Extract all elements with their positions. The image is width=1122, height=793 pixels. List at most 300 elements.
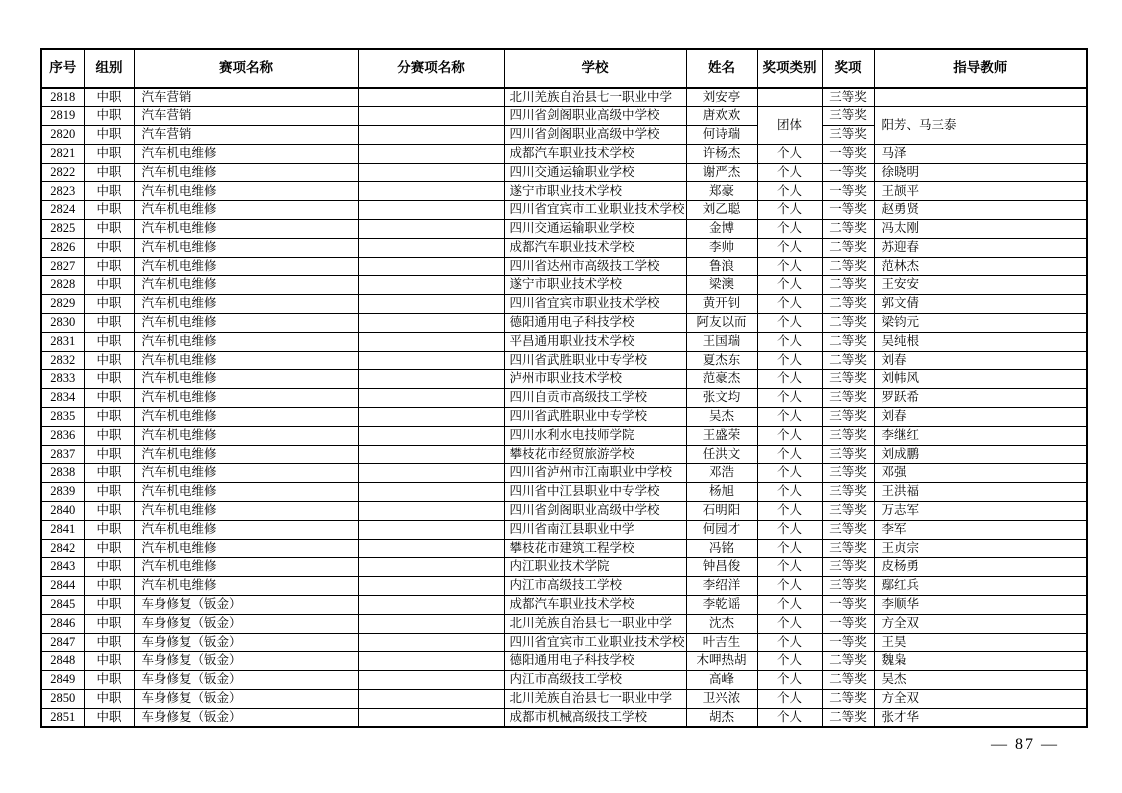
cell: 汽车机电维修 bbox=[134, 389, 358, 408]
cell: 中职 bbox=[84, 332, 134, 351]
column-header: 分赛项名称 bbox=[358, 49, 504, 88]
cell: 一等奖 bbox=[822, 201, 874, 220]
cell: 成都市机械高级技工学校 bbox=[504, 708, 686, 727]
cell bbox=[358, 276, 504, 295]
cell: 2846 bbox=[41, 614, 84, 633]
cell: 张才华 bbox=[874, 708, 1087, 727]
cell: 个人 bbox=[757, 257, 822, 276]
cell: 成都汽车职业技术学校 bbox=[504, 144, 686, 163]
cell: 罗跃希 bbox=[874, 389, 1087, 408]
column-header: 指导教师 bbox=[874, 49, 1087, 88]
cell: 二等奖 bbox=[822, 257, 874, 276]
cell: 个人 bbox=[757, 445, 822, 464]
cell: 胡杰 bbox=[686, 708, 757, 727]
cell: 2834 bbox=[41, 389, 84, 408]
cell: 一等奖 bbox=[822, 633, 874, 652]
cell: 个人 bbox=[757, 520, 822, 539]
cell bbox=[358, 295, 504, 314]
cell bbox=[358, 201, 504, 220]
cell: 中职 bbox=[84, 558, 134, 577]
cell: 刘帏风 bbox=[874, 370, 1087, 389]
cell: 2836 bbox=[41, 426, 84, 445]
cell: 个人 bbox=[757, 596, 822, 615]
cell: 汽车机电维修 bbox=[134, 332, 358, 351]
cell: 四川省武胜职业中专学校 bbox=[504, 351, 686, 370]
cell: 三等奖 bbox=[822, 539, 874, 558]
table-row bbox=[41, 370, 1087, 389]
cell: 汽车机电维修 bbox=[134, 163, 358, 182]
cell: 许杨杰 bbox=[686, 144, 757, 163]
cell: 汽车机电维修 bbox=[134, 201, 358, 220]
cell: 2842 bbox=[41, 539, 84, 558]
cell: 车身修复（钣金） bbox=[134, 652, 358, 671]
cell: 中职 bbox=[84, 201, 134, 220]
cell: 三等奖 bbox=[822, 88, 874, 107]
cell: 李绍洋 bbox=[686, 577, 757, 596]
cell: 王盛荣 bbox=[686, 426, 757, 445]
cell: 中职 bbox=[84, 314, 134, 333]
cell: 个人 bbox=[757, 144, 822, 163]
cell: 二等奖 bbox=[822, 332, 874, 351]
cell: 赵勇贤 bbox=[874, 201, 1087, 220]
cell bbox=[358, 558, 504, 577]
cell: 谢严杰 bbox=[686, 163, 757, 182]
cell: 汽车营销 bbox=[134, 126, 358, 145]
table-row bbox=[41, 408, 1087, 427]
cell: 个人 bbox=[757, 708, 822, 727]
table-row bbox=[41, 332, 1087, 351]
table-row bbox=[41, 558, 1087, 577]
cell: 三等奖 bbox=[822, 370, 874, 389]
cell: 钟昌俊 bbox=[686, 558, 757, 577]
cell: 何园才 bbox=[686, 520, 757, 539]
cell: 个人 bbox=[757, 314, 822, 333]
cell: 汽车营销 bbox=[134, 107, 358, 126]
cell: 德阳通用电子科技学校 bbox=[504, 314, 686, 333]
cell: 个人 bbox=[757, 464, 822, 483]
cell: 四川省南江县职业中学 bbox=[504, 520, 686, 539]
cell bbox=[358, 107, 504, 126]
table-row bbox=[41, 671, 1087, 690]
cell: 2823 bbox=[41, 182, 84, 201]
cell: 刘乙聪 bbox=[686, 201, 757, 220]
cell: 个人 bbox=[757, 351, 822, 370]
cell: 魏枭 bbox=[874, 652, 1087, 671]
cell: 叶吉生 bbox=[686, 633, 757, 652]
cell: 中职 bbox=[84, 483, 134, 502]
cell: 李乾谣 bbox=[686, 596, 757, 615]
cell: 王洪福 bbox=[874, 483, 1087, 502]
cell: 四川省剑阁职业高级中学校 bbox=[504, 502, 686, 521]
cell: 王安安 bbox=[874, 276, 1087, 295]
cell: 2850 bbox=[41, 690, 84, 709]
cell bbox=[358, 88, 504, 107]
cell: 鲁浪 bbox=[686, 257, 757, 276]
table-row bbox=[41, 539, 1087, 558]
cell: 中职 bbox=[84, 614, 134, 633]
cell bbox=[358, 389, 504, 408]
cell: 吴纯根 bbox=[874, 332, 1087, 351]
column-header: 赛项名称 bbox=[134, 49, 358, 88]
cell: 邓浩 bbox=[686, 464, 757, 483]
cell: 四川省宜宾市工业职业技术学校 bbox=[504, 633, 686, 652]
cell bbox=[358, 163, 504, 182]
cell: 冯太刚 bbox=[874, 220, 1087, 239]
cell: 黄开钊 bbox=[686, 295, 757, 314]
cell: 王颉平 bbox=[874, 182, 1087, 201]
cell: 个人 bbox=[757, 332, 822, 351]
table-row bbox=[41, 690, 1087, 709]
cell: 中职 bbox=[84, 502, 134, 521]
cell: 三等奖 bbox=[822, 426, 874, 445]
cell: 中职 bbox=[84, 671, 134, 690]
cell: 万志军 bbox=[874, 502, 1087, 521]
cell: 任洪文 bbox=[686, 445, 757, 464]
cell: 北川羌族自治县七一职业中学 bbox=[504, 690, 686, 709]
cell: 四川省宜宾市工业职业技术学校 bbox=[504, 201, 686, 220]
cell: 2829 bbox=[41, 295, 84, 314]
cell: 2824 bbox=[41, 201, 84, 220]
cell: 成都汽车职业技术学校 bbox=[504, 596, 686, 615]
cell: 中职 bbox=[84, 107, 134, 126]
table-row bbox=[41, 652, 1087, 671]
cell: 冯铭 bbox=[686, 539, 757, 558]
cell bbox=[358, 483, 504, 502]
table-row bbox=[41, 596, 1087, 615]
cell: 汽车机电维修 bbox=[134, 238, 358, 257]
cell: 三等奖 bbox=[822, 408, 874, 427]
cell: 内江市高级技工学校 bbox=[504, 671, 686, 690]
cell: 遂宁市职业技术学校 bbox=[504, 276, 686, 295]
cell: 三等奖 bbox=[822, 577, 874, 596]
cell: 平昌通用职业技术学校 bbox=[504, 332, 686, 351]
column-header: 组别 bbox=[84, 49, 134, 88]
cell: 汽车机电维修 bbox=[134, 445, 358, 464]
cell: 个人 bbox=[757, 502, 822, 521]
cell: 皮杨勇 bbox=[874, 558, 1087, 577]
table-row bbox=[41, 220, 1087, 239]
cell: 刘春 bbox=[874, 351, 1087, 370]
cell: 个人 bbox=[757, 389, 822, 408]
cell: 2841 bbox=[41, 520, 84, 539]
cell: 三等奖 bbox=[822, 520, 874, 539]
cell: 2830 bbox=[41, 314, 84, 333]
cell: 二等奖 bbox=[822, 351, 874, 370]
cell: 个人 bbox=[757, 690, 822, 709]
cell: 中职 bbox=[84, 708, 134, 727]
cell: 梁澳 bbox=[686, 276, 757, 295]
cell bbox=[358, 708, 504, 727]
cell: 四川水利水电技师学院 bbox=[504, 426, 686, 445]
cell: 吴杰 bbox=[686, 408, 757, 427]
cell: 汽车机电维修 bbox=[134, 464, 358, 483]
cell: 车身修复（钣金） bbox=[134, 671, 358, 690]
cell: 团体 bbox=[757, 107, 822, 145]
cell: 三等奖 bbox=[822, 558, 874, 577]
table-row bbox=[41, 577, 1087, 596]
cell: 二等奖 bbox=[822, 238, 874, 257]
cell: 二等奖 bbox=[822, 220, 874, 239]
cell bbox=[358, 351, 504, 370]
cell: 四川自贡市高级技工学校 bbox=[504, 389, 686, 408]
cell: 车身修复（钣金） bbox=[134, 596, 358, 615]
cell: 2821 bbox=[41, 144, 84, 163]
cell: 2839 bbox=[41, 483, 84, 502]
cell: 二等奖 bbox=[822, 690, 874, 709]
cell: 三等奖 bbox=[822, 445, 874, 464]
cell: 中职 bbox=[84, 88, 134, 107]
table-row bbox=[41, 464, 1087, 483]
cell: 刘安亭 bbox=[686, 88, 757, 107]
cell bbox=[358, 182, 504, 201]
cell: 车身修复（钣金） bbox=[134, 633, 358, 652]
cell: 车身修复（钣金） bbox=[134, 690, 358, 709]
table-row bbox=[41, 238, 1087, 257]
cell: 攀枝花市建筑工程学校 bbox=[504, 539, 686, 558]
cell: 阳芳、马三泰 bbox=[874, 107, 1087, 145]
cell bbox=[358, 370, 504, 389]
cell: 三等奖 bbox=[822, 502, 874, 521]
cell: 个人 bbox=[757, 614, 822, 633]
cell: 夏杰东 bbox=[686, 351, 757, 370]
cell: 一等奖 bbox=[822, 596, 874, 615]
cell bbox=[358, 633, 504, 652]
cell: 2818 bbox=[41, 88, 84, 107]
cell: 中职 bbox=[84, 389, 134, 408]
cell: 德阳通用电子科技学校 bbox=[504, 652, 686, 671]
cell: 刘成鹏 bbox=[874, 445, 1087, 464]
cell: 2837 bbox=[41, 445, 84, 464]
column-header: 奖项 bbox=[822, 49, 874, 88]
cell: 遂宁市职业技术学校 bbox=[504, 182, 686, 201]
cell: 个人 bbox=[757, 370, 822, 389]
cell: 个人 bbox=[757, 633, 822, 652]
cell: 一等奖 bbox=[822, 163, 874, 182]
cell: 汽车机电维修 bbox=[134, 295, 358, 314]
cell bbox=[358, 408, 504, 427]
cell: 王国瑞 bbox=[686, 332, 757, 351]
table-row bbox=[41, 163, 1087, 182]
cell: 李继红 bbox=[874, 426, 1087, 445]
table-row bbox=[41, 708, 1087, 727]
column-header: 学校 bbox=[504, 49, 686, 88]
cell: 二等奖 bbox=[822, 671, 874, 690]
cell: 杨旭 bbox=[686, 483, 757, 502]
cell: 个人 bbox=[757, 671, 822, 690]
cell: 中职 bbox=[84, 652, 134, 671]
table-row bbox=[41, 389, 1087, 408]
cell: 郑豪 bbox=[686, 182, 757, 201]
award-table bbox=[40, 48, 1088, 728]
cell: 泸州市职业技术学校 bbox=[504, 370, 686, 389]
cell: 二等奖 bbox=[822, 314, 874, 333]
cell bbox=[358, 577, 504, 596]
cell: 个人 bbox=[757, 238, 822, 257]
table-row bbox=[41, 88, 1087, 107]
cell: 木呷热胡 bbox=[686, 652, 757, 671]
cell: 个人 bbox=[757, 276, 822, 295]
cell: 汽车机电维修 bbox=[134, 144, 358, 163]
cell: 三等奖 bbox=[822, 483, 874, 502]
cell: 汽车机电维修 bbox=[134, 276, 358, 295]
cell bbox=[358, 445, 504, 464]
cell: 中职 bbox=[84, 295, 134, 314]
cell: 刘春 bbox=[874, 408, 1087, 427]
cell: 汽车机电维修 bbox=[134, 408, 358, 427]
cell: 中职 bbox=[84, 539, 134, 558]
cell: 三等奖 bbox=[822, 107, 874, 126]
cell bbox=[358, 614, 504, 633]
table-row bbox=[41, 276, 1087, 295]
cell: 二等奖 bbox=[822, 295, 874, 314]
table-row bbox=[41, 633, 1087, 652]
table-row bbox=[41, 445, 1087, 464]
cell: 汽车机电维修 bbox=[134, 539, 358, 558]
cell: 四川省宜宾市职业技术学校 bbox=[504, 295, 686, 314]
cell: 汽车机电维修 bbox=[134, 502, 358, 521]
cell: 汽车机电维修 bbox=[134, 182, 358, 201]
cell: 方全双 bbox=[874, 690, 1087, 709]
cell: 2827 bbox=[41, 257, 84, 276]
table-row bbox=[41, 502, 1087, 521]
cell: 2833 bbox=[41, 370, 84, 389]
table-header-row bbox=[41, 49, 1087, 88]
cell bbox=[358, 502, 504, 521]
cell: 2849 bbox=[41, 671, 84, 690]
cell: 个人 bbox=[757, 408, 822, 427]
cell: 汽车机电维修 bbox=[134, 426, 358, 445]
cell: 中职 bbox=[84, 144, 134, 163]
cell: 北川羌族自治县七一职业中学 bbox=[504, 614, 686, 633]
cell: 四川省剑阁职业高级中学校 bbox=[504, 126, 686, 145]
table-row bbox=[41, 257, 1087, 276]
table-row bbox=[41, 351, 1087, 370]
cell: 王昊 bbox=[874, 633, 1087, 652]
cell: 二等奖 bbox=[822, 708, 874, 727]
table-row bbox=[41, 182, 1087, 201]
cell: 中职 bbox=[84, 464, 134, 483]
cell: 三等奖 bbox=[822, 389, 874, 408]
cell: 中职 bbox=[84, 408, 134, 427]
cell: 李帅 bbox=[686, 238, 757, 257]
cell: 徐晓明 bbox=[874, 163, 1087, 182]
cell: 2848 bbox=[41, 652, 84, 671]
cell: 李顺华 bbox=[874, 596, 1087, 615]
cell: 何诗瑞 bbox=[686, 126, 757, 145]
column-header: 奖项类别 bbox=[757, 49, 822, 88]
cell: 中职 bbox=[84, 126, 134, 145]
cell bbox=[874, 88, 1087, 107]
cell: 四川省达州市高级技工学校 bbox=[504, 257, 686, 276]
table-row bbox=[41, 144, 1087, 163]
cell: 个人 bbox=[757, 652, 822, 671]
cell: 高峰 bbox=[686, 671, 757, 690]
cell: 个人 bbox=[757, 182, 822, 201]
cell: 2843 bbox=[41, 558, 84, 577]
cell: 2819 bbox=[41, 107, 84, 126]
table-row bbox=[41, 614, 1087, 633]
cell bbox=[358, 671, 504, 690]
cell: 2822 bbox=[41, 163, 84, 182]
table-row bbox=[41, 483, 1087, 502]
cell: 中职 bbox=[84, 276, 134, 295]
cell: 石明阳 bbox=[686, 502, 757, 521]
cell: 吴杰 bbox=[874, 671, 1087, 690]
cell bbox=[358, 314, 504, 333]
cell: 个人 bbox=[757, 483, 822, 502]
cell: 个人 bbox=[757, 426, 822, 445]
cell: 郭文倩 bbox=[874, 295, 1087, 314]
cell bbox=[358, 690, 504, 709]
cell bbox=[358, 426, 504, 445]
table-row bbox=[41, 201, 1087, 220]
table-row bbox=[41, 295, 1087, 314]
cell: 个人 bbox=[757, 539, 822, 558]
cell: 中职 bbox=[84, 182, 134, 201]
cell: 汽车机电维修 bbox=[134, 314, 358, 333]
cell: 汽车机电维修 bbox=[134, 483, 358, 502]
cell bbox=[358, 220, 504, 239]
cell: 个人 bbox=[757, 558, 822, 577]
cell: 2851 bbox=[41, 708, 84, 727]
cell bbox=[757, 88, 822, 107]
cell: 2838 bbox=[41, 464, 84, 483]
cell bbox=[358, 126, 504, 145]
cell bbox=[358, 539, 504, 558]
cell: 中职 bbox=[84, 238, 134, 257]
cell: 2828 bbox=[41, 276, 84, 295]
cell: 个人 bbox=[757, 295, 822, 314]
cell: 中职 bbox=[84, 426, 134, 445]
cell: 2825 bbox=[41, 220, 84, 239]
cell: 汽车机电维修 bbox=[134, 558, 358, 577]
cell bbox=[358, 520, 504, 539]
cell bbox=[358, 596, 504, 615]
cell: 2840 bbox=[41, 502, 84, 521]
cell: 内江市高级技工学校 bbox=[504, 577, 686, 596]
cell: 四川交通运输职业学校 bbox=[504, 163, 686, 182]
page-number: — 87 — bbox=[991, 736, 1059, 753]
cell: 梁钧元 bbox=[874, 314, 1087, 333]
cell: 汽车机电维修 bbox=[134, 370, 358, 389]
cell: 中职 bbox=[84, 596, 134, 615]
cell: 中职 bbox=[84, 633, 134, 652]
cell: 三等奖 bbox=[822, 464, 874, 483]
cell: 内江职业技术学院 bbox=[504, 558, 686, 577]
cell: 张文均 bbox=[686, 389, 757, 408]
cell bbox=[358, 144, 504, 163]
column-header: 姓名 bbox=[686, 49, 757, 88]
cell: 唐欢欢 bbox=[686, 107, 757, 126]
cell: 成都汽车职业技术学校 bbox=[504, 238, 686, 257]
cell: 汽车营销 bbox=[134, 88, 358, 107]
cell bbox=[358, 332, 504, 351]
cell: 北川羌族自治县七一职业中学 bbox=[504, 88, 686, 107]
cell: 中职 bbox=[84, 163, 134, 182]
cell: 一等奖 bbox=[822, 614, 874, 633]
cell: 中职 bbox=[84, 445, 134, 464]
cell: 范林杰 bbox=[874, 257, 1087, 276]
cell: 中职 bbox=[84, 520, 134, 539]
cell: 邓强 bbox=[874, 464, 1087, 483]
cell: 2835 bbox=[41, 408, 84, 427]
cell: 2820 bbox=[41, 126, 84, 145]
table-row bbox=[41, 314, 1087, 333]
cell: 汽车机电维修 bbox=[134, 520, 358, 539]
table-row bbox=[41, 520, 1087, 539]
cell: 金博 bbox=[686, 220, 757, 239]
cell: 2847 bbox=[41, 633, 84, 652]
